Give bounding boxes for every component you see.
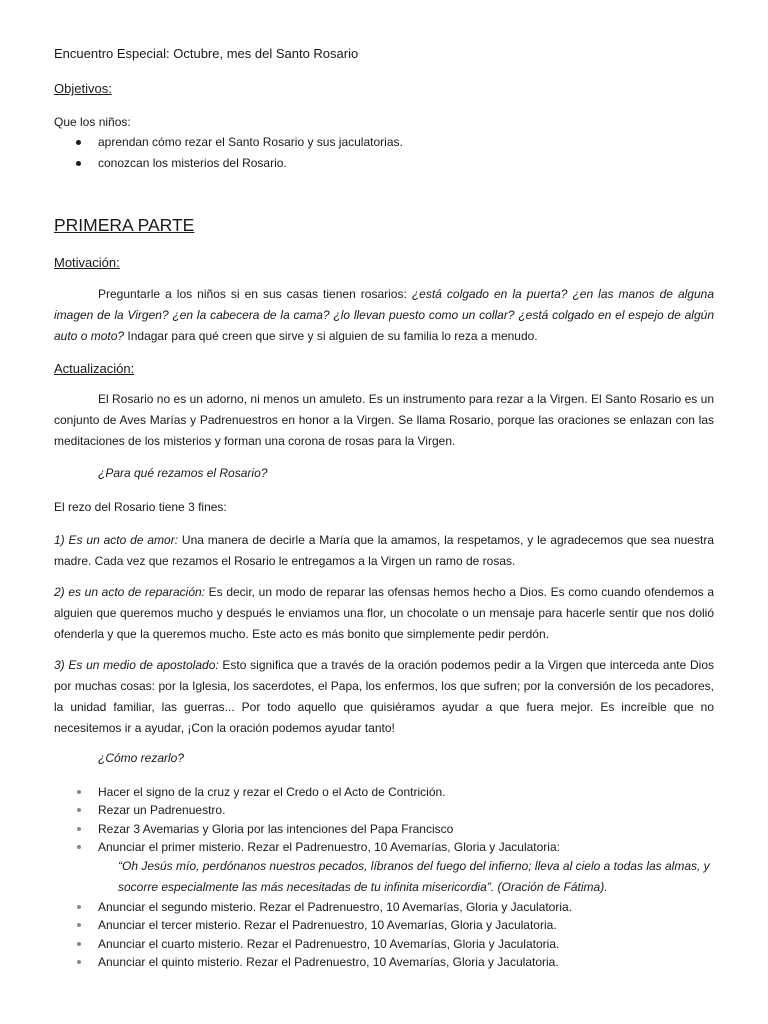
end-text: Es decir, un modo de reparar las ofensas hemos hecho a Dios. Es como cuando ofendemos a alguien que queremos mucho y después le enviamos una flor, un chocolate o un mensaje para hacerle sentir que nos dolió ofenderla y que la queremos mucho. Este acto es más bonito que simplemente pedir perdón. <box>54 585 714 641</box>
motivation-tail: Indagar para qué creen que sirve y si alguien de su familia lo reza a menudo. <box>124 329 538 343</box>
end-text: Una manera de decirle a María que la amamos, la respetamos, y le agradecemos que sea nuestra madre. Cada vez que rezamos el Rosario le entregamos a la Virgen un ramo de rosas. <box>54 533 714 568</box>
list-item: conozcan los misterios del Rosario. <box>54 153 714 174</box>
end-label: 1) Es un acto de amor: <box>54 533 179 547</box>
end-item <box>54 582 714 645</box>
steps-list <box>54 783 714 971</box>
list-item: Anunciar el quinto misterio. Rezar el Padrenuestro, 10 Avemarías, Gloria y Jaculatoria. <box>54 953 714 971</box>
motivation-lead: Preguntarle a los niños si en sus casas tienen rosarios: <box>98 287 412 301</box>
list-item: Anunciar el segundo misterio. Rezar el Padrenuestro, 10 Avemarías, Gloria y Jaculatoria. <box>54 898 714 916</box>
part-heading: PRIMERA PARTE <box>54 215 195 235</box>
objectives-heading: Objetivos: <box>54 81 112 96</box>
list-item: Anunciar el cuarto misterio. Rezar el Padrenuestro, 10 Avemarías, Gloria y Jaculatoria. <box>54 935 714 953</box>
motivation-heading: Motivación: <box>54 255 120 270</box>
list-item: Rezar 3 Avemarias y Gloria por las intenciones del Papa Francisco <box>54 820 714 838</box>
list-item: Anunciar el tercer misterio. Rezar el Padrenuestro, 10 Avemarías, Gloria y Jaculatoria. <box>54 916 714 934</box>
how-question: ¿Cómo rezarlo? <box>98 751 185 765</box>
ends-intro: El rezo del Rosario tiene 3 fines: <box>54 500 227 514</box>
list-item: aprendan cómo rezar el Santo Rosario y sus jaculatorias. <box>54 132 714 153</box>
end-item <box>54 530 714 572</box>
step-text: Anunciar el primer misterio. Rezar el Padrenuestro, 10 Avemarías, Gloria y Jaculatoria: <box>98 839 560 854</box>
end-label: 3) Es un medio de apostolado: <box>54 658 219 672</box>
update-paragraph: El Rosario no es un adorno, ni menos un amuleto. Es un instrumento para rezar a la Virgen. El Santo Rosario es un conjunto de Aves Marías y Padrenuestros en honor a la Virgen. Se llama Rosario, porque las oraciones se enlazan con las meditaciones de los misterios y forman una corona de rosas para la Virgen. <box>54 392 714 448</box>
document-title: Encuentro Especial: Octubre, mes del Santo Rosario <box>54 46 359 61</box>
objectives-intro: Que los niños: <box>54 115 131 129</box>
motivation-questions: ¿está colgado en la puerta? ¿en las manos de alguna imagen de la Virgen? ¿en la cabecera de la cama? ¿lo llevan puesto como un collar? ¿está colgado en el espejo de algún auto o moto? <box>54 287 715 343</box>
end-item <box>54 655 714 739</box>
why-question: ¿Para qué rezamos el Rosario? <box>98 466 268 480</box>
fatima-prayer: “Oh Jesús mío, perdónanos nuestros pecados, líbranos del fuego del infierno; lleva al cielo a todas las almas, y socorre especialmente las más necesitadas de tu infinita misericordia”. (Oración de Fátima). <box>118 859 710 895</box>
list-item <box>54 838 714 898</box>
objectives-list <box>54 132 714 174</box>
update-heading: Actualización: <box>54 361 135 376</box>
motivation-paragraph <box>54 284 714 347</box>
end-text: Esto significa que a través de la oración podemos pedir a la Virgen que interceda ante Dios por muchas cosas: por la Iglesia, los sacerdotes, el Papa, los enfermos, los que sufren; por la conversión de los pecadores, la unidad familiar, las guerras... Por todo aquello que quisiéramos ayudar a que fuera mejor. Es increíble que no necesitemos ir a ayudar, ¡Con la oración podemos ayudar tanto! <box>54 658 714 735</box>
list-item: Rezar un Padrenuestro. <box>54 801 714 819</box>
end-label: 2) es un acto de reparación: <box>54 585 206 599</box>
list-item: Hacer el signo de la cruz y rezar el Credo o el Acto de Contrición. <box>54 783 714 801</box>
